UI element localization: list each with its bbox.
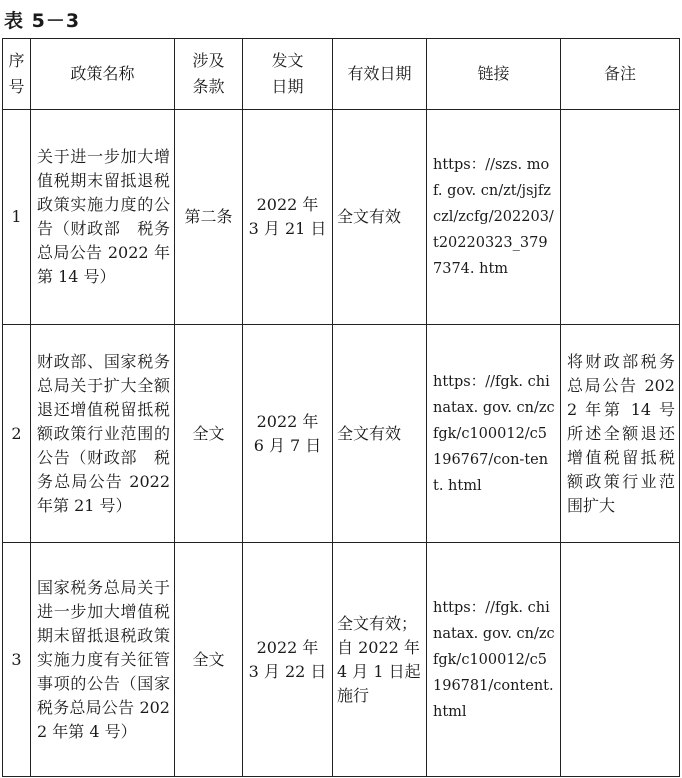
table-row	[3, 110, 680, 325]
header-date: 发文 日期	[243, 39, 333, 110]
header-row	[3, 39, 680, 110]
row-index: 1	[3, 110, 31, 325]
note	[561, 110, 680, 325]
header-clause: 涉及 条款	[175, 39, 243, 110]
clause: 第二条	[175, 110, 243, 325]
clause: 全文	[175, 325, 243, 543]
valid-date: 全文有效	[333, 325, 427, 543]
note: 将财政部税务总局公告 2022 年第 14 号所述全额退还增值税留抵税额政策行业范围扩大	[561, 325, 680, 543]
header-name: 政策名称	[31, 39, 175, 110]
header-index: 序 号	[3, 39, 31, 110]
header-link: 链接	[427, 39, 561, 110]
note	[561, 543, 680, 777]
policy-link[interactable]: https：//fgk. chinatax. gov. cn/zcfgk/c100012/c5196781/content. html	[427, 543, 561, 777]
policy-link[interactable]: https：//szs. mof. gov. cn/zt/jsjfzczl/zcfg/202203/t20220323_3797374. htm	[427, 110, 561, 325]
policy-table	[2, 38, 680, 777]
table-row	[3, 543, 680, 777]
row-index: 3	[3, 543, 31, 777]
header-valid: 有效日期	[333, 39, 427, 110]
valid-date: 全文有效；自 2022 年 4 月 1 日起施行	[333, 543, 427, 777]
policy-name: 关于进一步加大增值税期末留抵退税政策实施力度的公告（财政部 税务总局公告 2022 年第 14 号）	[31, 110, 175, 325]
policy-link[interactable]: https：//fgk. chinatax. gov. cn/zcfgk/c100012/c5196767/con-tent. html	[427, 325, 561, 543]
issue-date: 2022 年 3 月 21 日	[243, 110, 333, 325]
table-row	[3, 325, 680, 543]
issue-date: 2022 年 6 月 7 日	[243, 325, 333, 543]
issue-date: 2022 年 3 月 22 日	[243, 543, 333, 777]
clause: 全文	[175, 543, 243, 777]
row-index: 2	[3, 325, 31, 543]
header-note: 备注	[561, 39, 680, 110]
table-title: 表 5－3	[4, 10, 81, 32]
policy-name: 财政部、国家税务总局关于扩大全额退还增值税留抵税额政策行业范围的公告（财政部 税务总局公告 2022 年第 21 号）	[31, 325, 175, 543]
valid-date: 全文有效	[333, 110, 427, 325]
policy-name: 国家税务总局关于进一步加大增值税期末留抵退税政策实施力度有关征管事项的公告（国家税务总局公告 2022 年第 4 号）	[31, 543, 175, 777]
